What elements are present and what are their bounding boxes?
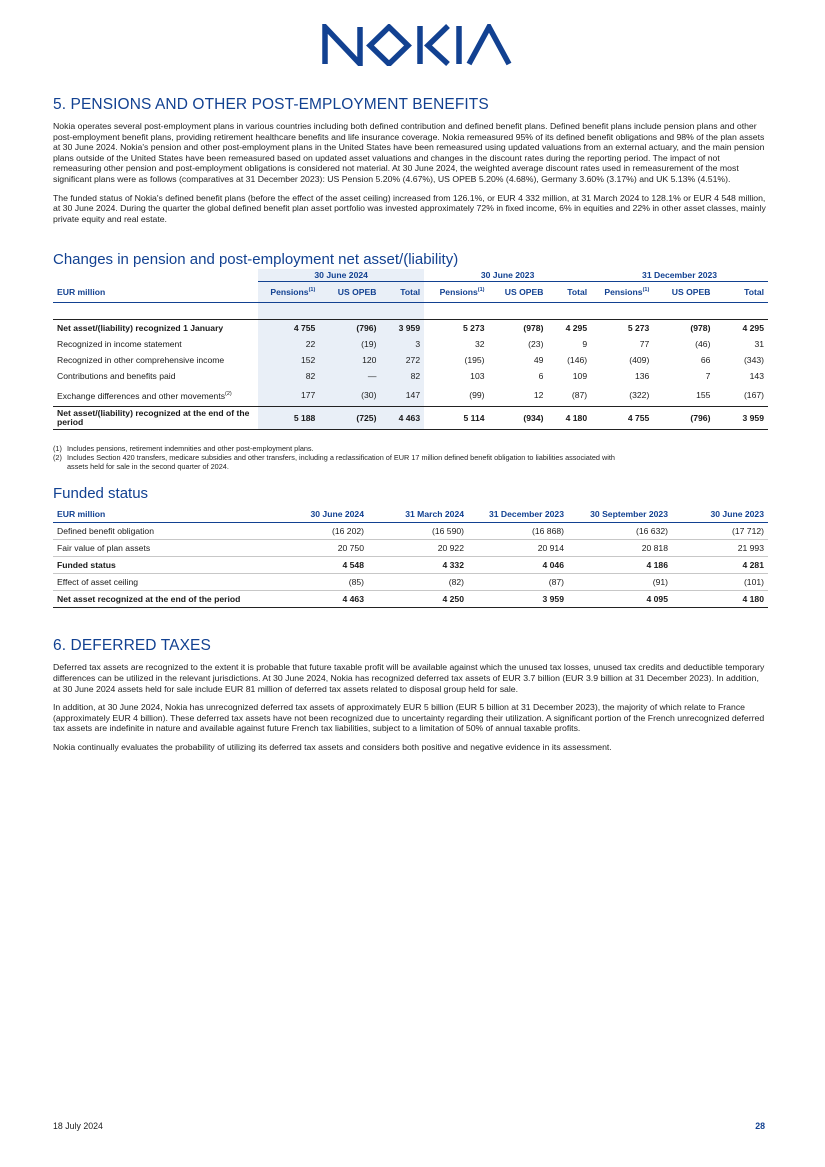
section5-paragraph-2: The funded status of Nokia's defined benefit plans (before the effect of the asset ceiling) increased from 126.1%, or EUR 4 332 million, at 31 March 2024 to 128.1% or EUR 4 548 million, at 30 June 2024. During the quarter the global defined benefit plan asset portfolio was invested approximately 72% in fixed income, 6% in equities and 22% in other asset classes, mainly private equity and real estate.	[53, 192, 766, 224]
table-row: Fair value of plan assets 20 750 20 922 20 914 20 818 21 993	[53, 540, 768, 557]
footnote-2: (2) Includes Section 420 transfers, medicare subsidies and other transfers, including a reclassification of EUR 17 million defined benefit obligation to liabilities associated with assets held for sale in the second quarter of 2024.	[53, 453, 615, 472]
funded-table-header: EUR million 30 June 2024 31 March 2024 31 December 2023 30 September 2023 30 June 2023	[53, 506, 768, 523]
funded-status-table	[53, 506, 768, 608]
col-opeb: US OPEB	[653, 282, 714, 303]
section6-paragraph-2: In addition, at 30 June 2024, Nokia has unrecognized deferred tax assets of approximately EUR 5 billion (EUR 5 billion at 31 December 2023), the majority of which relate to France (approximately EUR 4 billion). These deferred tax assets have not been recognized due to uncertainty regarding their utilization. A significant portion of the French unrecognized deferred tax assets are indefinite in nature and available against future French tax liabilities, subject to a limitation of 50% of annual taxable profits.	[53, 702, 765, 734]
footer-date: 18 July 2024	[53, 1121, 103, 1131]
col-total: Total	[547, 282, 591, 303]
unit-label: EUR million	[53, 506, 268, 523]
table-row: Net asset/(liability) recognized 1 January 4 755 (796) 3 959 5 273 (978) 4 295 5 273 (978) 4 295	[53, 320, 768, 337]
unit-label: EUR million	[53, 282, 258, 303]
col-pensions: Pensions$^{(1)}$	[424, 282, 488, 303]
table-row: Defined benefit obligation (16 202) (16 590) (16 868) (16 632) (17 712)	[53, 523, 768, 540]
table-row: Recognized in income statement 22 (19) 3 32 (23) 9 77 (46) 31	[53, 336, 768, 352]
table-row: Net asset/(liability) recognized at the end of the period 5 188 (725) 4 463 5 114 (934) 4 180 4 755 (796) 3 959	[53, 407, 768, 430]
group-header-2: 30 June 2023	[424, 269, 591, 282]
col-opeb: US OPEB	[319, 282, 380, 303]
changes-table-column-header	[53, 282, 768, 303]
section6-paragraph-3: Nokia continually evaluates the probability of utilizing its deferred tax assets and considers both positive and negative evidence in its assessment.	[53, 741, 612, 752]
table-row: Net asset recognized at the end of the period 4 463 4 250 3 959 4 095 4 180	[53, 591, 768, 608]
table-row: Funded status 4 548 4 332 4 046 4 186 4 281	[53, 557, 768, 574]
col-pensions: Pensions$^{(1)}$	[258, 282, 319, 303]
changes-table-group-header	[53, 269, 768, 282]
col-total: Total	[714, 282, 768, 303]
footnote-1: (1) Includes pensions, retirement indemnities and other post-employment plans.	[53, 444, 314, 454]
table-row: Contributions and benefits paid 82 — 82 103 6 109 136 7 143	[53, 368, 768, 384]
col-pensions: Pensions$^{(1)}$	[591, 282, 653, 303]
col-total: Total	[380, 282, 424, 303]
funded-status-title: Funded status	[53, 485, 149, 503]
footnotes	[53, 444, 768, 471]
section6-paragraph-1: Deferred tax assets are recognized to the extent it is probable that future taxable profit will be available against which the unused tax losses, unused tax credits and deductible temporary differences can be utilized in the relevant jurisdictions. At 30 June 2024, Nokia has recognized deferred tax assets of EUR 3.7 billion (EUR 3.9 billion at 31 December 2023). In addition, at 30 June 2024 assets held for sale include EUR 81 million of deferred tax assets related to disposal group held for sale.	[53, 662, 765, 694]
page-number: 28	[755, 1121, 765, 1131]
nokia-logo	[322, 24, 512, 66]
table-row: Effect of asset ceiling (85) (82) (87) (91) (101)	[53, 574, 768, 591]
table-row: Exchange differences and other movements$^{(2)}$ 177 (30) 147 (99) 12 (87) (322) 155 (167)	[53, 384, 768, 407]
col-opeb: US OPEB	[489, 282, 548, 303]
page-content	[53, 96, 768, 761]
table-row: Recognized in other comprehensive income 152 120 272 (195) 49 (146) (409) 66 (343)	[53, 352, 768, 368]
section5-paragraph-1: Nokia operates several post-employment plans in various countries including both defined contribution and defined benefit plans. Defined benefit plans include pension plans and other post-employment benefit plans, providing retirement healthcare benefits and life insurance coverage. Nokia remeasured 95% of its defined benefit obligations and 98% of the plan assets at 30 June 2024. Nokia's pension and other post-employment plans in the United States have been remeasured using updated valuations from an external actuary, and the main pension plans outside of the United States have been remeasured based on updated asset valuations and changes in the discount rates during the reporting period. The impact of not remeasuring other pension and post-employment obligations is considered not material. At 30 June 2024, the weighted average discount rates used in remeasurement of the most significant plans were as follows (comparatives at 31 December 2023): US Pension 5.20% (4.67%), US OPEB 5.20% (4.68%), Germany 3.60% (3.17%) and UK 5.13% (4.51%).	[53, 121, 765, 184]
changes-table-title: Changes in pension and post-employment net asset/(liability)	[53, 251, 459, 269]
section5-title: 5. PENSIONS AND OTHER POST-EMPLOYMENT BENEFITS	[53, 96, 489, 113]
changes-table	[53, 269, 768, 430]
section6-title: 6. DEFERRED TAXES	[53, 637, 211, 655]
group-header-3: 31 December 2023	[591, 269, 768, 282]
group-header-1: 30 June 2024	[258, 269, 424, 282]
